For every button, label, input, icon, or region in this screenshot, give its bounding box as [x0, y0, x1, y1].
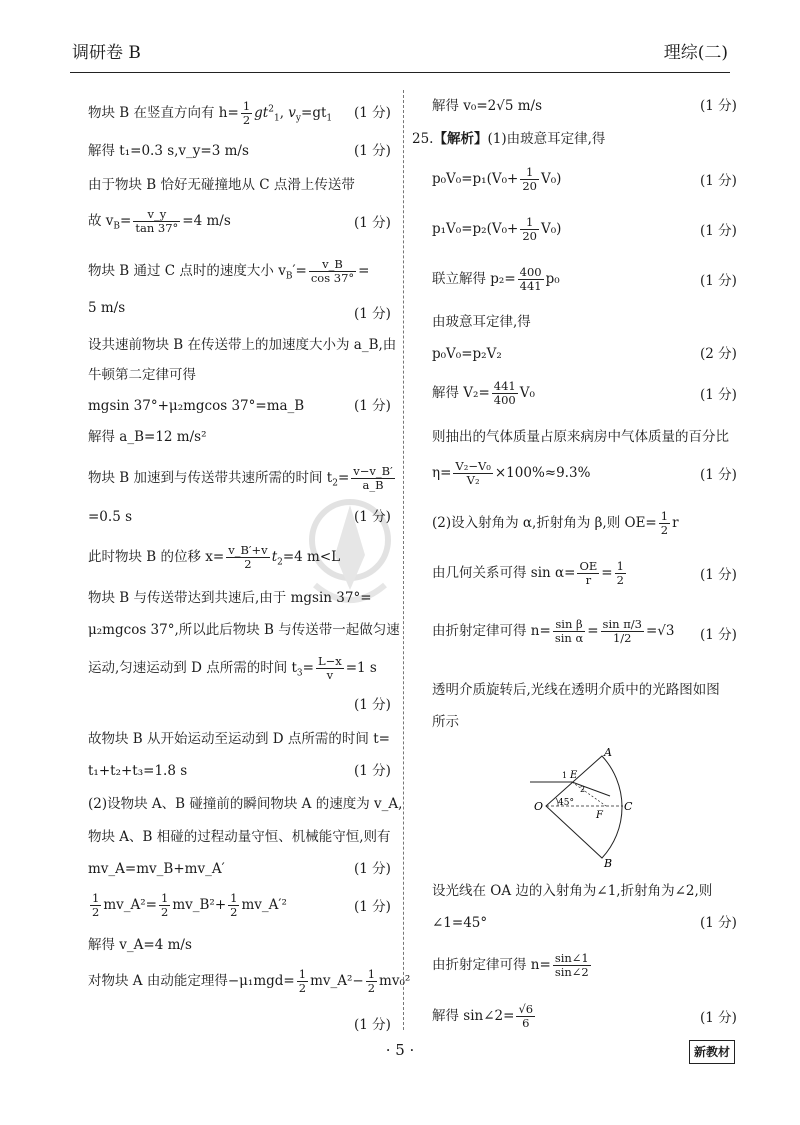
optics-diagram	[530, 748, 660, 868]
right-line-6: 由玻意耳定律,得	[432, 314, 531, 330]
score: (1 分)	[354, 697, 391, 713]
score: (2 分)	[700, 346, 737, 362]
right-line-10: η= $\frac{\text{V₂−V₀}}{\text{V₂}}$ ×100%≈9.3%	[432, 459, 591, 487]
score: (1 分)	[354, 215, 391, 231]
score: (1 分)	[700, 223, 737, 239]
score: (1 分)	[354, 398, 391, 414]
left-line-24: 解得 v_A=4 m/s	[88, 937, 192, 953]
right-line-9: 则抽出的气体质量占原来病房中气体质量的百分比	[432, 429, 729, 445]
left-line-11: 物块 B 加速到与传送带共速所需的时间 $t_2=$ $\frac{v-v\_B'}{a\_B}$	[88, 464, 393, 492]
right-line-2: 25.【解析】(1)由玻意耳定律,得	[412, 131, 606, 147]
left-line-3: 由于物块 B 恰好无碰撞地从 C 点滑上传送带	[88, 177, 355, 193]
right-line-8: 解得 V₂= $\frac{441}{400}$ V₀	[432, 379, 535, 407]
score: (1 分)	[700, 273, 737, 289]
score: (1 分)	[354, 509, 391, 525]
left-line-25: 对物块 A 由动能定理得−μ₁mgd= $\frac{1}{2}$ mv_A²− $\frac{1}{2}$ mv₀²	[88, 967, 411, 995]
left-line-1: 物块 B 在竖直方向有 h= $\frac{1}{2}$ $gt^2_1$, $v_y=gt_1$	[88, 99, 333, 127]
left-line-20: (2)设物块 A、B 碰撞前的瞬间物块 A 的速度为 v_A,	[88, 796, 403, 812]
right-line-17: ∠1=45°	[432, 915, 488, 931]
diagram-label-c: C	[624, 800, 633, 813]
right-line-11: (2)设入射角为 α,折射角为 β,则 OE= $\frac{1}{2}$ r	[432, 509, 679, 537]
header-left-title: 调研卷 B	[72, 43, 141, 63]
left-line-2: 解得 t₁=0.3 s,v_y=3 m/s	[88, 143, 249, 159]
right-line-3: p₀V₀=p₁(V₀+ $\frac{1}{20}$ V₀)	[432, 165, 562, 193]
left-line-21: 物块 A、B 相碰的过程动量守恒、机械能守恒,则有	[88, 829, 391, 845]
score: (1 分)	[354, 1017, 391, 1033]
diagram-label-o: O	[534, 800, 544, 813]
left-line-22: mv_A=mv_B+mv_A′	[88, 861, 225, 877]
left-line-16: 运动,匀速运动到 D 点所需的时间 $t_3=$ $\frac{L-x}{v}$ =1 s	[88, 654, 377, 682]
score: (1 分)	[354, 763, 391, 779]
score: (1 分)	[700, 627, 737, 643]
left-line-6: 5 m/s	[88, 300, 126, 316]
score: (1 分)	[700, 567, 737, 583]
left-line-5: 物块 B 通过 C 点时的速度大小 $v_B'=$ $\frac{v\_B}{\cos 37^\circ}$ =	[88, 257, 370, 285]
right-line-1: 解得 v₀=2√5 m/s	[432, 98, 542, 114]
column-divider	[403, 90, 404, 1030]
diagram-label-f: F	[596, 810, 603, 821]
left-line-13: 此时物块 B 的位移 x= $\frac{v\_B'+v}{2}$ $t_2=4$ m<L	[88, 543, 341, 571]
score: (1 分)	[700, 1010, 737, 1026]
right-line-5: 联立解得 p₂= $\frac{400}{441}$ p₀	[432, 265, 560, 293]
right-line-19: 解得 sin∠2= $\frac{√6}{6}$	[432, 1002, 534, 1030]
header-rule	[70, 72, 730, 73]
score: (1 分)	[700, 915, 737, 931]
right-line-7: p₀V₀=p₂V₂	[432, 346, 502, 362]
left-line-12: =0.5 s	[88, 509, 133, 525]
right-line-15: 所示	[432, 714, 459, 730]
right-line-18: 由折射定律可得 n= $\frac{\sin\angle 1}{\sin\angle 2}$	[432, 951, 589, 979]
left-line-23: $\frac{1}{2}$ mv_A²= $\frac{1}{2}$ mv_B²+ $\frac{1}{2}$ mv_A′²	[92, 891, 287, 919]
diagram-label-1: 1	[562, 771, 568, 780]
diagram-label-b: B	[604, 857, 613, 868]
right-line-16: 设光线在 OA 边的入射角为∠1,折射角为∠2,则	[432, 883, 713, 899]
score: (1 分)	[354, 861, 391, 877]
left-line-15: μ₂mgcos 37°,所以此后物块 B 与传送带一起做匀速	[88, 622, 400, 638]
left-line-10: 解得 a_B=12 m/s²	[88, 429, 207, 445]
left-line-4: 故 $v_B=$ $\frac{v\_y}{\tan 37^\circ}$ =4 m/s	[88, 207, 231, 235]
diagram-label-2: 2	[580, 785, 586, 794]
left-line-18: 故物块 B 从开始运动至运动到 D 点所需的时间 t=	[88, 731, 390, 747]
score: (1 分)	[354, 105, 391, 121]
score: (1 分)	[700, 387, 737, 403]
diagram-label-a: A	[604, 748, 612, 759]
right-line-4: p₁V₀=p₂(V₀+ $\frac{1}{20}$ V₀)	[432, 215, 562, 243]
header-right-title: 理综(二)	[663, 43, 728, 63]
left-line-14: 物块 B 与传送带达到共速后,由于 mgsin 37°=	[88, 590, 372, 606]
left-line-9: mgsin 37°+μ₂mgcos 37°=ma_B	[88, 398, 305, 414]
left-line-7: 设共速前物块 B 在传送带上的加速度大小为 a_B,由	[88, 337, 397, 353]
score: (1 分)	[700, 173, 737, 189]
left-line-8: 牛顿第二定律可得	[88, 367, 196, 383]
right-line-14: 透明介质旋转后,光线在透明介质中的光路图如图	[432, 682, 720, 698]
score: (1 分)	[700, 467, 737, 483]
score: (1 分)	[354, 306, 391, 322]
right-line-13: 由折射定律可得 n= $\frac{\text{sin β}}{\text{sin α}}$ = $\frac{\text{sin π/3}}{1/2}$ =√3	[432, 617, 675, 645]
score: (1 分)	[354, 143, 391, 159]
diagram-label-e: E	[570, 770, 578, 781]
diagram-angle: 45°	[558, 798, 574, 808]
left-line-19: t₁+t₂+t₃=1.8 s	[88, 763, 188, 779]
edition-badge: 新教材	[689, 1040, 735, 1064]
page-number: · 5 ·	[385, 1041, 415, 1059]
score: (1 分)	[700, 98, 737, 114]
score: (1 分)	[354, 899, 391, 915]
right-line-12: 由几何关系可得 sin α= $\frac{OE}{r}$ = $\frac{1}{2}$	[432, 559, 624, 587]
